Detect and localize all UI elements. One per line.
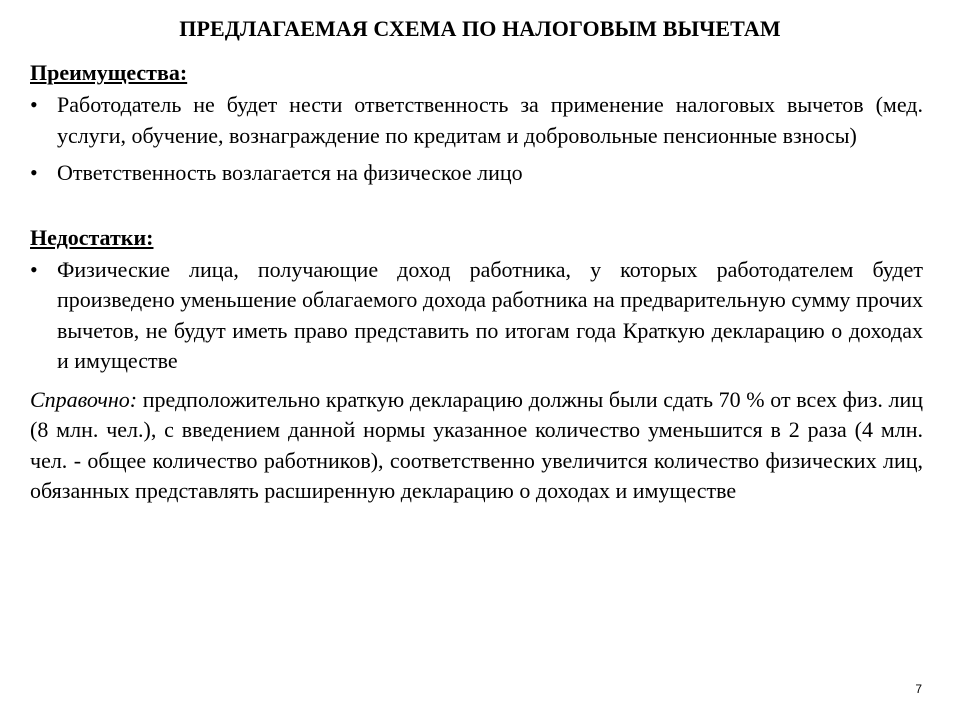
bullet-icon: • <box>30 92 38 117</box>
bullet-icon: • <box>30 256 38 282</box>
page-number: 7 <box>915 682 922 696</box>
advantage-item-1-text: Работодатель не будет нести ответственность за применение налоговых вычетов (мед. услуги, обучение, вознаграждение по кредитам и добровольные пенсионные взносы) <box>57 92 923 148</box>
disadvantages-heading: Недостатки: <box>30 224 154 250</box>
slide-content <box>30 58 923 507</box>
advantage-item-2 <box>30 158 923 189</box>
reference-note-lead: Справочно: <box>30 386 138 412</box>
disadvantage-item-1 <box>30 255 923 377</box>
disadvantage-item-1-text: Физические лица, получающие доход работника, у которых работодателем будет произведено уменьшение облагаемого дохода работника на предварительную сумму прочих вычетов, не будут иметь право представить по итогам года Краткую декларацию о доходах и имуществе <box>57 256 923 373</box>
reference-note-text: предположительно краткую декларацию должны были сдать 70 % от всех физ. лиц (8 млн. чел.), с введением данной нормы указанное количество уменьшится в 2 раза (4 млн. чел. - общее количество работников), соответственно увеличится количество физических лиц, обязанных представлять расширенную декларацию о доходах и имуществе <box>30 386 923 503</box>
advantage-item-2-text: Ответственность возлагается на физическое лицо <box>57 160 523 185</box>
reference-note <box>30 385 923 507</box>
slide-title: ПРЕДЛАГАЕМАЯ СХЕМА ПО НАЛОГОВЫМ ВЫЧЕТАМ <box>179 16 781 41</box>
advantage-item-1 <box>30 90 923 151</box>
bullet-icon: • <box>30 160 38 185</box>
advantages-heading: Преимущества: <box>30 60 188 85</box>
